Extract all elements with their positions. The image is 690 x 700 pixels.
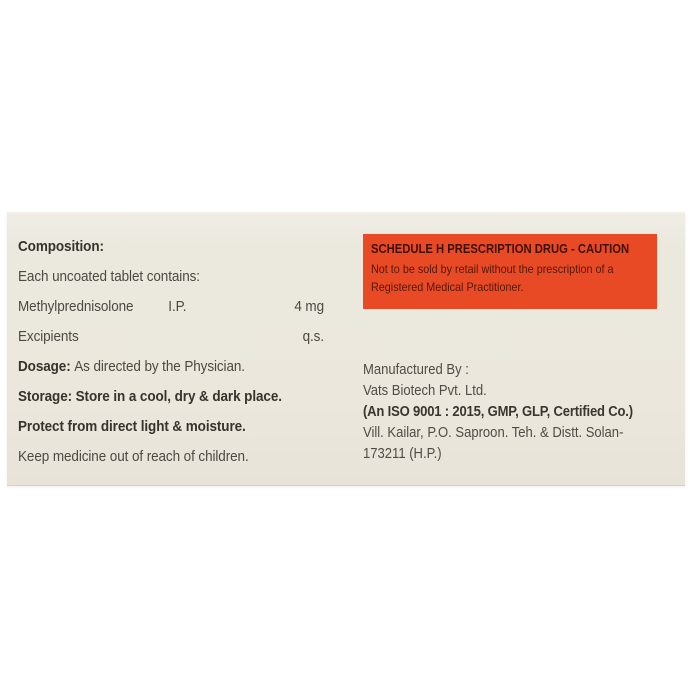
storage-line [18, 382, 342, 412]
composition-row-methylprednisolone [18, 292, 342, 322]
ingredient-pharmacopeia: I.P. [168, 298, 187, 315]
composition-row-excipients [18, 322, 342, 352]
protect-line: Protect from direct light & moisture. [18, 418, 246, 435]
schedule-h-caution-box [363, 234, 657, 309]
ingredient-quantity: q.s. [302, 328, 324, 345]
manufacturer-address-line-1: Vill. Kailar, P.O. Saproon. Teh. & Distt. Solan- [363, 425, 624, 441]
manufacturer-address-line-2: 173211 (H.P.) [363, 446, 442, 462]
keep-out-of-reach-line: Keep medicine out of reach of children. [18, 448, 249, 465]
caution-heading: SCHEDULE H PRESCRIPTION DRUG - CAUTION [371, 242, 630, 256]
composition-subheading: Each uncoated tablet contains: [18, 268, 200, 285]
ingredient-name: Excipients [18, 328, 79, 345]
storage-label: Storage: [18, 388, 73, 405]
caution-body-line-2: Registered Medical Practitioner. [371, 279, 524, 294]
manufactured-by-label: Manufactured By : [363, 362, 469, 378]
manufacturer-section [363, 360, 669, 465]
medicine-box-panel [7, 212, 685, 486]
ingredient-name: Methylprednisolone [18, 298, 134, 315]
dosage-label: Dosage: [18, 358, 71, 375]
composition-heading: Composition: [18, 238, 104, 255]
storage-text: Store in a cool, dry & dark place. [75, 388, 282, 405]
manufacturer-name: Vats Biotech Pvt. Ltd. [363, 383, 487, 399]
composition-section [18, 232, 342, 472]
caution-body-line-1: Not to be sold by retail without the prescription of a [371, 262, 614, 276]
dosage-text: As directed by the Physician. [74, 358, 245, 375]
caution-content [371, 241, 645, 296]
ingredient-quantity: 4 mg [294, 298, 324, 315]
ingredient-pharmacopeia [168, 322, 277, 352]
manufacturer-certification: (An ISO 9001 : 2015, GMP, GLP, Certified Co.) [363, 404, 633, 420]
dosage-line [18, 352, 342, 382]
